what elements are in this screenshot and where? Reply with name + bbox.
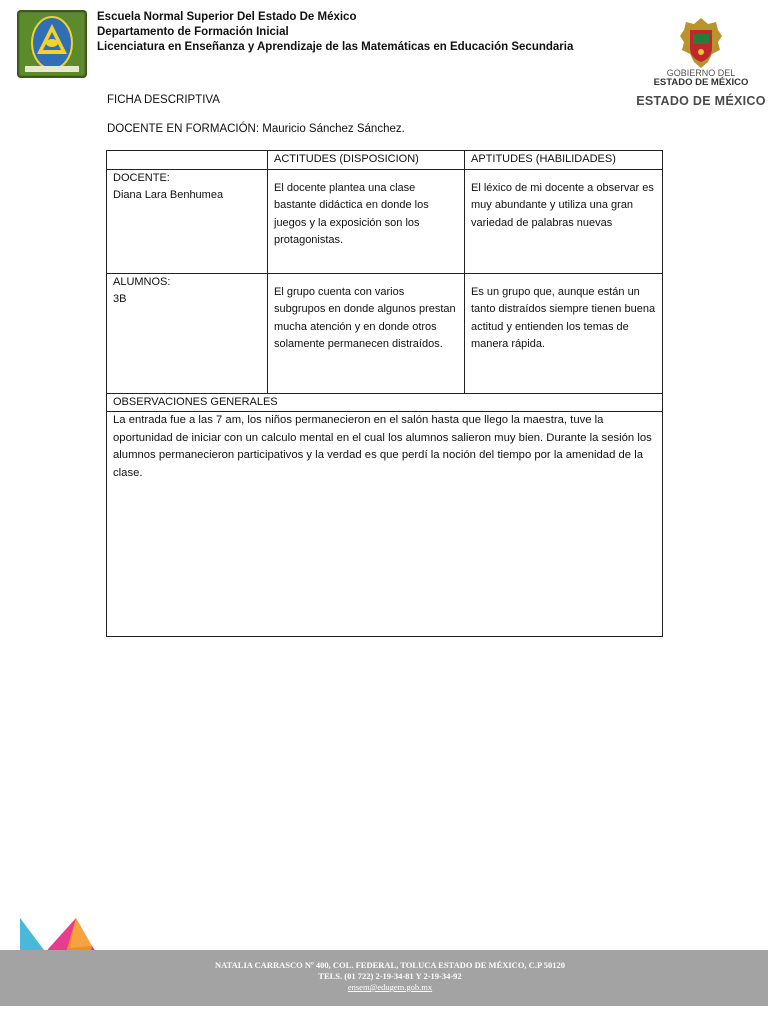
school-emblem-logo (17, 10, 87, 78)
state-shield-icon (678, 16, 724, 70)
observations-header: OBSERVACIONES GENERALES (107, 393, 663, 412)
footer-contact (140, 960, 640, 993)
observations-header-row (107, 393, 663, 412)
column-header: APTITUDES (HABILIDADES) (465, 151, 663, 170)
docente-formacion-label: DOCENTE EN FORMACIÓN: (107, 123, 260, 135)
table-row (107, 273, 663, 393)
ficha-table (106, 150, 663, 637)
school-emblem-icon (17, 10, 87, 78)
government-logo (636, 16, 766, 112)
row-label: DOCENTE: (113, 171, 170, 184)
aptitudes-text: El léxico de mi docente a observar es muy abundante y utiliza una gran variedad de palabras nuevas (471, 181, 654, 229)
footer-phones: TELS. (01 722) 2-19-34-81 Y 2-19-34-92 (318, 971, 462, 981)
row-sublabel: 3B (113, 293, 127, 305)
gov-line-1: GOBIERNO DEL (666, 68, 736, 78)
degree-name: Licenciatura en Enseñanza y Aprendizaje de las Matemáticas en Educación Secundaria (97, 41, 574, 53)
observations-text: La entrada fue a las 7 am, los niños permanecieron en el salón hasta que llego la maestra, tuve la oportunidad de iniciar con un calculo mental en el cual los alumnos salieron muy bien. Durante la sesión los alumnos permanecieron participativos y la verdad es que perdí la noción del tiempo por la amenidad de la clase. (107, 412, 663, 637)
aptitudes-cell (465, 169, 663, 273)
institution-header (97, 10, 573, 55)
actitudes-cell (268, 273, 465, 393)
docente-formacion-name: Mauricio Sánchez Sánchez. (262, 123, 405, 135)
actitudes-cell (268, 169, 465, 273)
actitudes-text: El grupo cuenta con varios subgrupos en donde algunos prestan mucha atención y en donde otros solamente permanecen distraídos. (274, 285, 456, 350)
docente-en-formacion (107, 123, 405, 135)
column-header (107, 151, 268, 170)
table-header-row (107, 151, 663, 170)
footer-address: NATALIA CARRASCO Nº 400, COL. FEDERAL, TOLUCA ESTADO DE MÉXICO, C.P 50120 (214, 960, 566, 970)
gov-line-3: ESTADO DE MÉXICO (636, 94, 766, 108)
gov-line-2: ESTADO DE MÉXICO (653, 77, 749, 88)
row-label: ALUMNOS: (113, 275, 171, 288)
column-header: ACTITUDES (DISPOSICION) (268, 151, 465, 170)
row-label-cell (107, 169, 268, 273)
observations-row (107, 412, 663, 637)
row-label-cell (107, 273, 268, 393)
aptitudes-cell (465, 273, 663, 393)
department-name: Departamento de Formación Inicial (97, 26, 289, 38)
document-title: FICHA DESCRIPTIVA (107, 94, 220, 106)
table-row (107, 169, 663, 273)
actitudes-text: El docente plantea una clase bastante didáctica en donde los juegos y la exposición son los protagonistas. (274, 181, 429, 246)
institution-name: Escuela Normal Superior Del Estado De México (97, 11, 357, 23)
footer-email-link[interactable]: ensem@edugem.gob.mx (347, 982, 433, 992)
row-sublabel: Diana Lara Benhumea (113, 189, 224, 201)
aptitudes-text: Es un grupo que, aunque están un tanto distraídos siempre tienen buena actitud y entienden los temas de manera rápida. (471, 285, 656, 350)
